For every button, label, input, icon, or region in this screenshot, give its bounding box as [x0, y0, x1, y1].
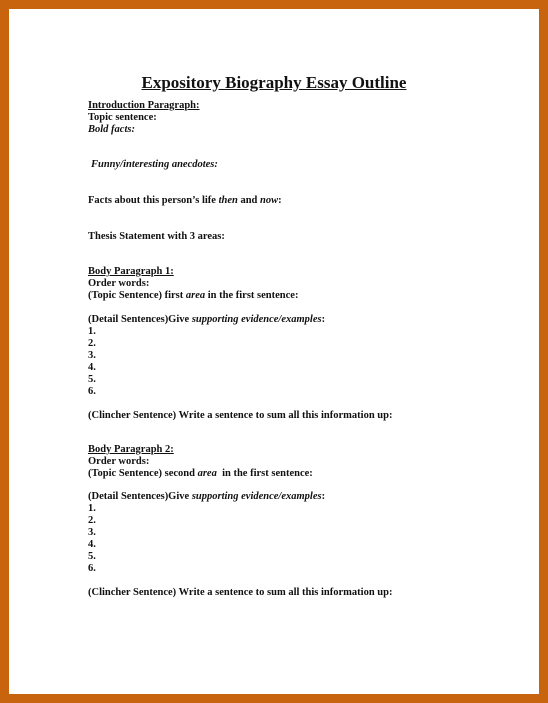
body1-clincher: (Clincher Sentence) Write a sentence to sum all this information up: — [88, 410, 393, 421]
body1-item-5: 5. — [88, 374, 96, 385]
body2-item-6: 6. — [88, 563, 96, 574]
intro-bold-facts: Bold facts: — [88, 124, 135, 135]
body2-detail-post: : — [321, 491, 326, 502]
body2-item-2: 2. — [88, 515, 96, 526]
body2-item-4: 4. — [88, 539, 96, 550]
facts-text-1: Facts about this person’s life — [88, 195, 219, 206]
body1-item-6: 6. — [88, 386, 96, 397]
facts-now: now — [260, 195, 279, 206]
body2-heading: Body Paragraph 2: — [88, 444, 174, 455]
body1-detail-italic: supporting evidence/examples — [191, 314, 322, 325]
body2-order-words: Order words: — [88, 456, 150, 467]
body2-detail-pre: (Detail Sentences)Give — [88, 491, 192, 502]
body2-topic-sentence — [88, 468, 313, 480]
document-title: Expository Biography Essay Outline — [141, 73, 407, 92]
facts-then: then — [218, 195, 238, 206]
body2-item-3: 3. — [88, 527, 96, 538]
intro-topic-sentence: Topic sentence: — [88, 112, 157, 123]
body2-topic-pre: (Topic Sentence) second — [88, 468, 198, 479]
body1-item-2: 2. — [88, 338, 96, 349]
facts-colon: : — [278, 195, 282, 206]
body2-detail-italic: supporting evidence/examples — [191, 491, 322, 502]
body2-topic-area: area — [197, 468, 217, 479]
body1-topic-pre: (Topic Sentence) first — [88, 290, 186, 301]
body1-heading: Body Paragraph 1: — [88, 266, 174, 277]
body2-item-1: 1. — [88, 503, 96, 514]
body1-detail-post: : — [321, 314, 326, 325]
body2-detail-sentences — [88, 491, 325, 503]
body2-clincher: (Clincher Sentence) Write a sentence to sum all this information up: — [88, 587, 393, 598]
intro-facts-life — [88, 195, 282, 207]
facts-and: and — [237, 195, 261, 206]
body1-item-4: 4. — [88, 362, 96, 373]
document-page — [9, 9, 539, 694]
body1-topic-post: in the first sentence: — [205, 290, 299, 301]
body1-detail-pre: (Detail Sentences)Give — [88, 314, 192, 325]
body2-item-5: 5. — [88, 551, 96, 562]
intro-heading: Introduction Paragraph: — [88, 100, 200, 111]
body1-order-words: Order words: — [88, 278, 150, 289]
body1-item-3: 3. — [88, 350, 96, 361]
body1-detail-sentences — [88, 314, 325, 326]
body1-topic-sentence — [88, 290, 298, 302]
body2-topic-post: in the first sentence: — [216, 468, 313, 479]
body1-item-1: 1. — [88, 326, 96, 337]
intro-thesis: Thesis Statement with 3 areas: — [88, 231, 225, 242]
intro-anecdotes: Funny/interesting anecdotes: — [91, 159, 218, 170]
body1-topic-area: area — [185, 290, 206, 301]
